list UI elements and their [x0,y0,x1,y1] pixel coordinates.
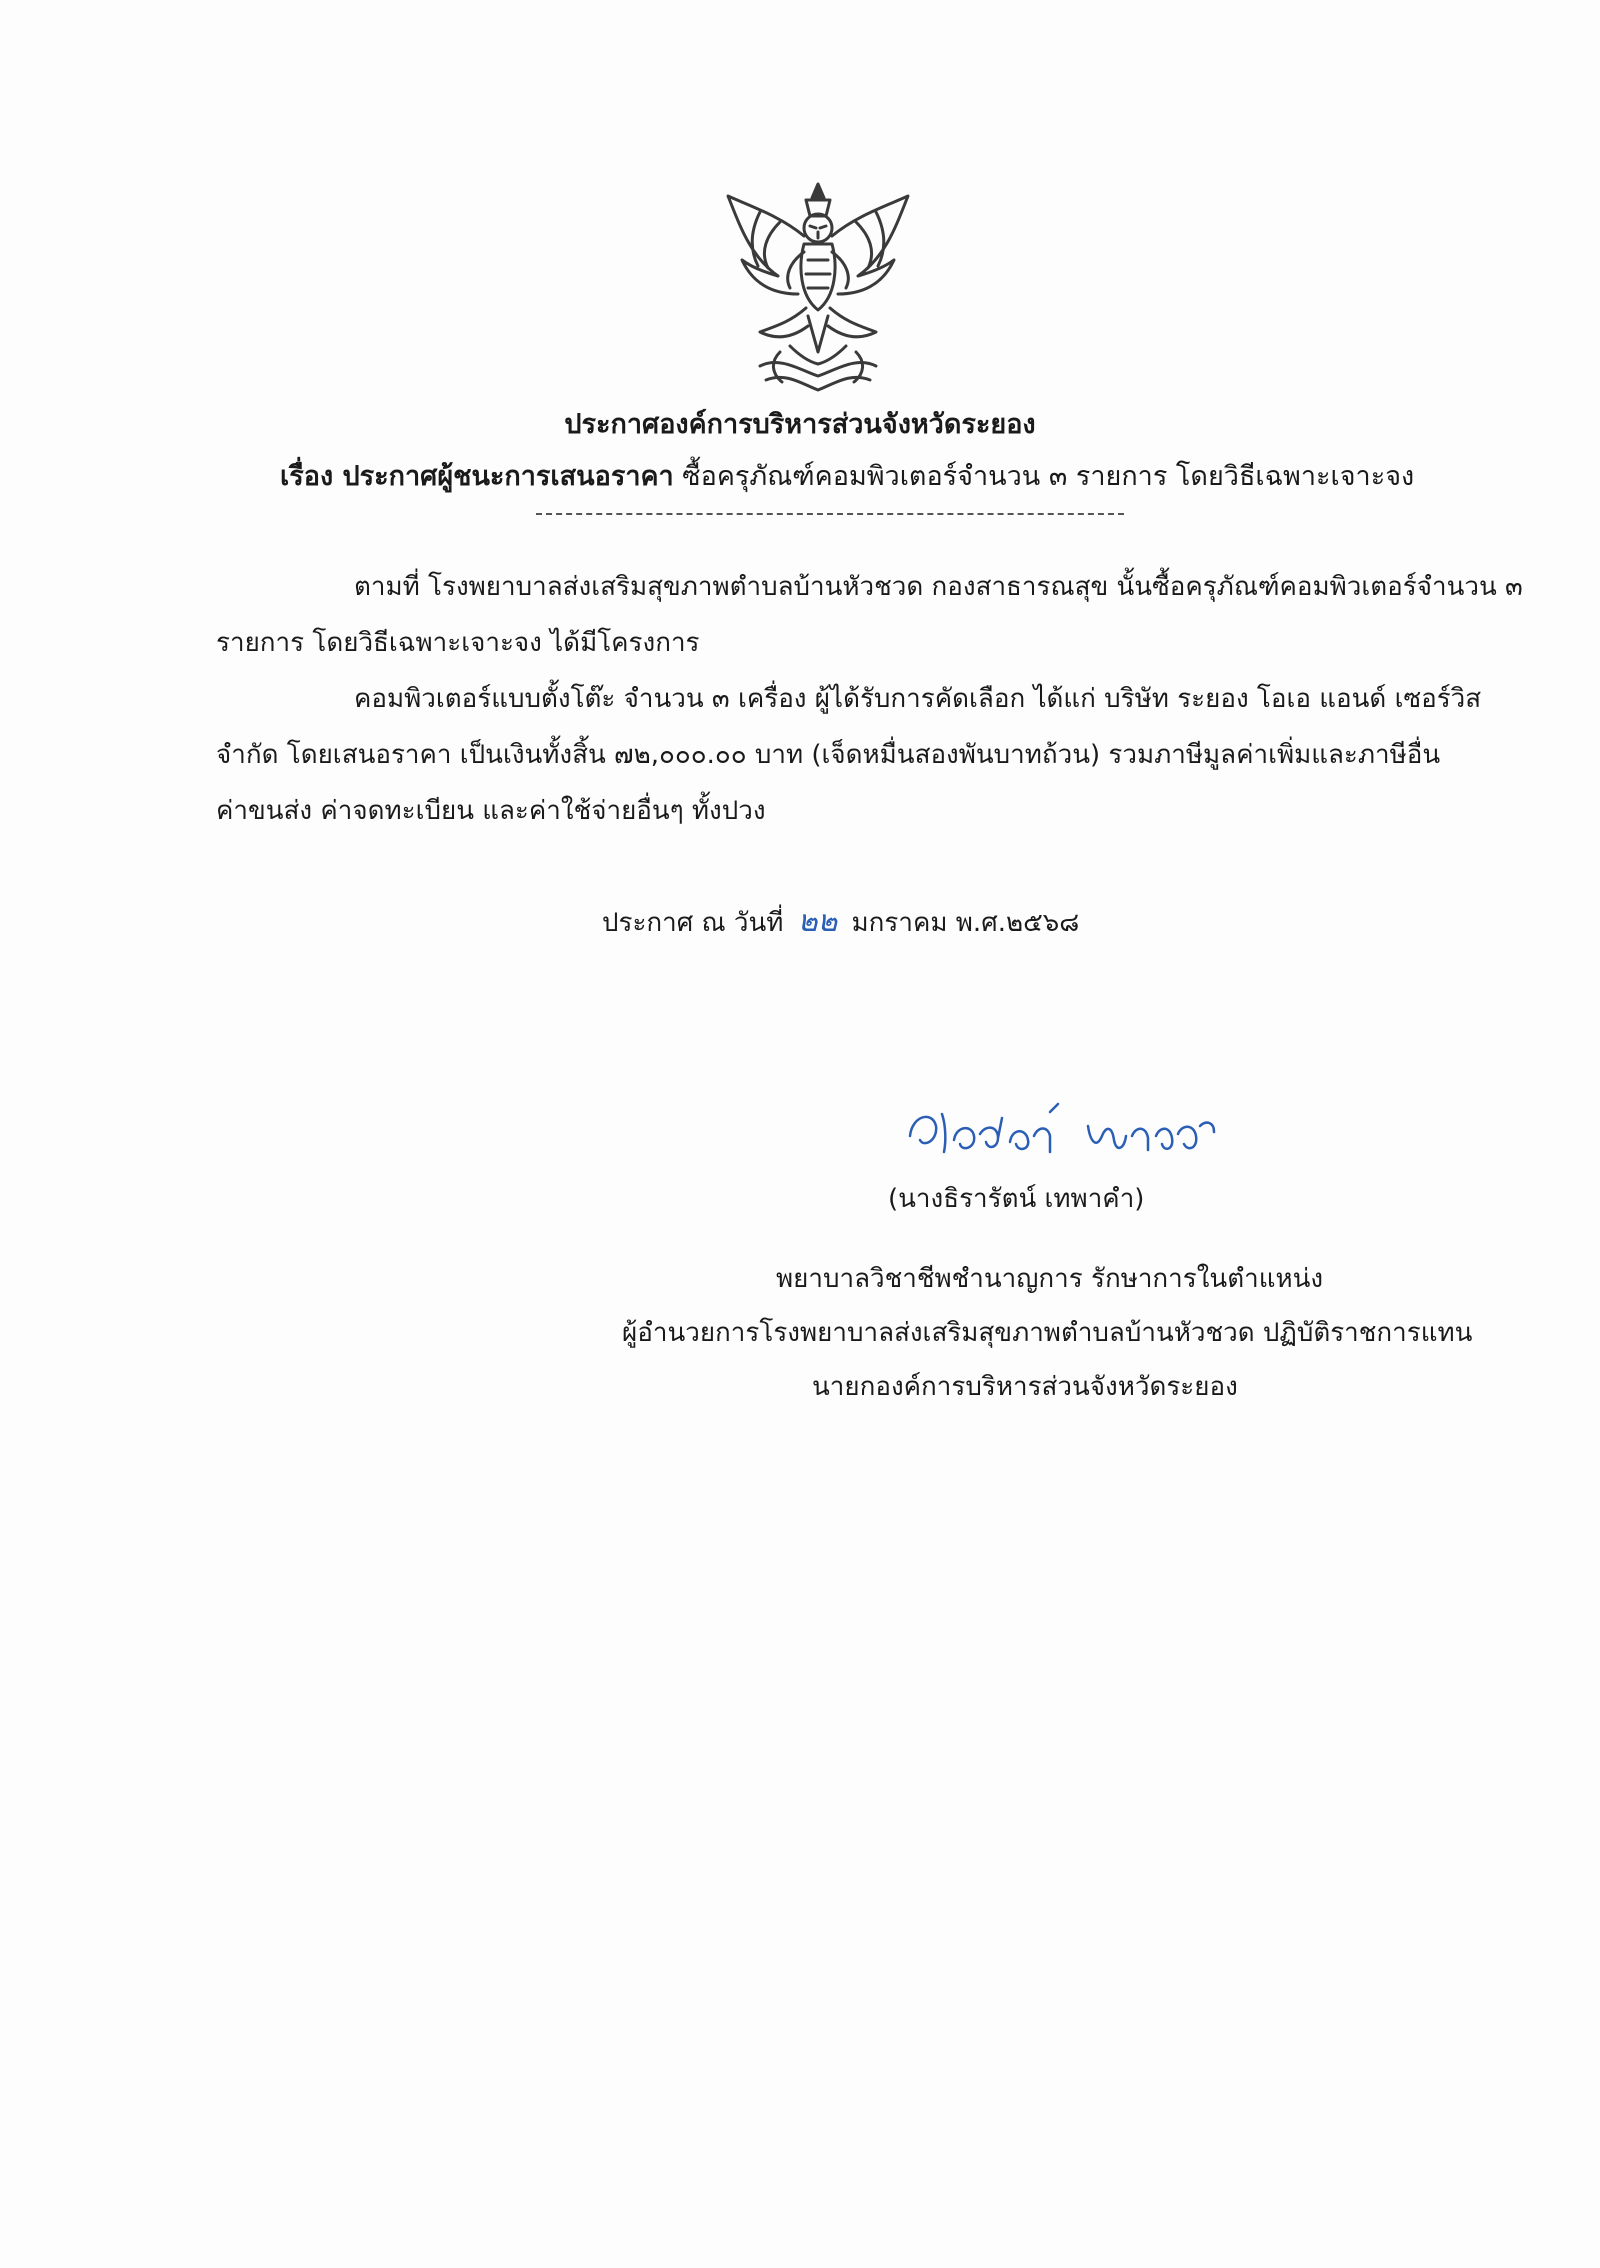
date-prefix: ประกาศ ณ วันที่ [602,908,784,938]
paragraph2-line2: จำกัด โดยเสนอราคา เป็นเงินทั้งสิ้น ๗๒,๐๐๐.๐๐ บาท (เจ็ดหมื่นสองพันบาทถ้วน) รวมภาษีมูลค่าเพิ่มและภาษีอื่น [216,740,1441,770]
signatory-name: (นางธิรารัตน์ เทพาคำ) [888,1184,1145,1214]
position-line3: นายกองค์การบริหารส่วนจังหวัดระยอง [812,1372,1238,1402]
subject-text: ซื้อครุภัณฑ์คอมพิวเตอร์จำนวน ๓ รายการ โดยวิธีเฉพาะเจาะจง [682,461,1415,492]
subject-label: เรื่อง ประกาศผู้ชนะการเสนอราคา [280,461,674,492]
document-subject [280,454,1414,497]
date-day-handwritten: ๒๒ [797,904,838,939]
divider [536,513,1124,515]
position-line2: ผู้อำนวยการโรงพยาบาลส่งเสริมสุขภาพตำบลบ้านหัวชวด ปฏิบัติราชการแทน [622,1318,1473,1348]
date-suffix: มกราคม พ.ศ.๒๕๖๘ [851,908,1080,938]
handwritten-signature [902,1096,1232,1166]
paragraph2-line1: คอมพิวเตอร์แบบตั้งโต๊ะ จำนวน ๓ เครื่อง ผู้ได้รับการคัดเลือก ได้แก่ บริษัท ระยอง โอเอ แอนด์ เซอร์วิส [354,684,1482,714]
announcement-date [602,898,1079,945]
garuda-emblem-icon [720,176,916,398]
paragraph1-line1: ตามที่ โรงพยาบาลส่งเสริมสุขภาพตำบลบ้านหัวชวด กองสาธารณสุข นั้นซื้อครุภัณฑ์คอมพิวเตอร์จำนวน ๓ [354,572,1523,602]
document-title: ประกาศองค์การบริหารส่วนจังหวัดระยอง [564,409,1036,440]
paragraph1-line2: รายการ โดยวิธีเฉพาะเจาะจง ได้มีโครงการ [216,628,700,658]
position-line1: พยาบาลวิชาชีพชำนาญการ รักษาการในตำแหน่ง [776,1264,1324,1294]
paragraph2-line3: ค่าขนส่ง ค่าจดทะเบียน และค่าใช้จ่ายอื่นๆ ทั้งปวง [216,796,766,826]
